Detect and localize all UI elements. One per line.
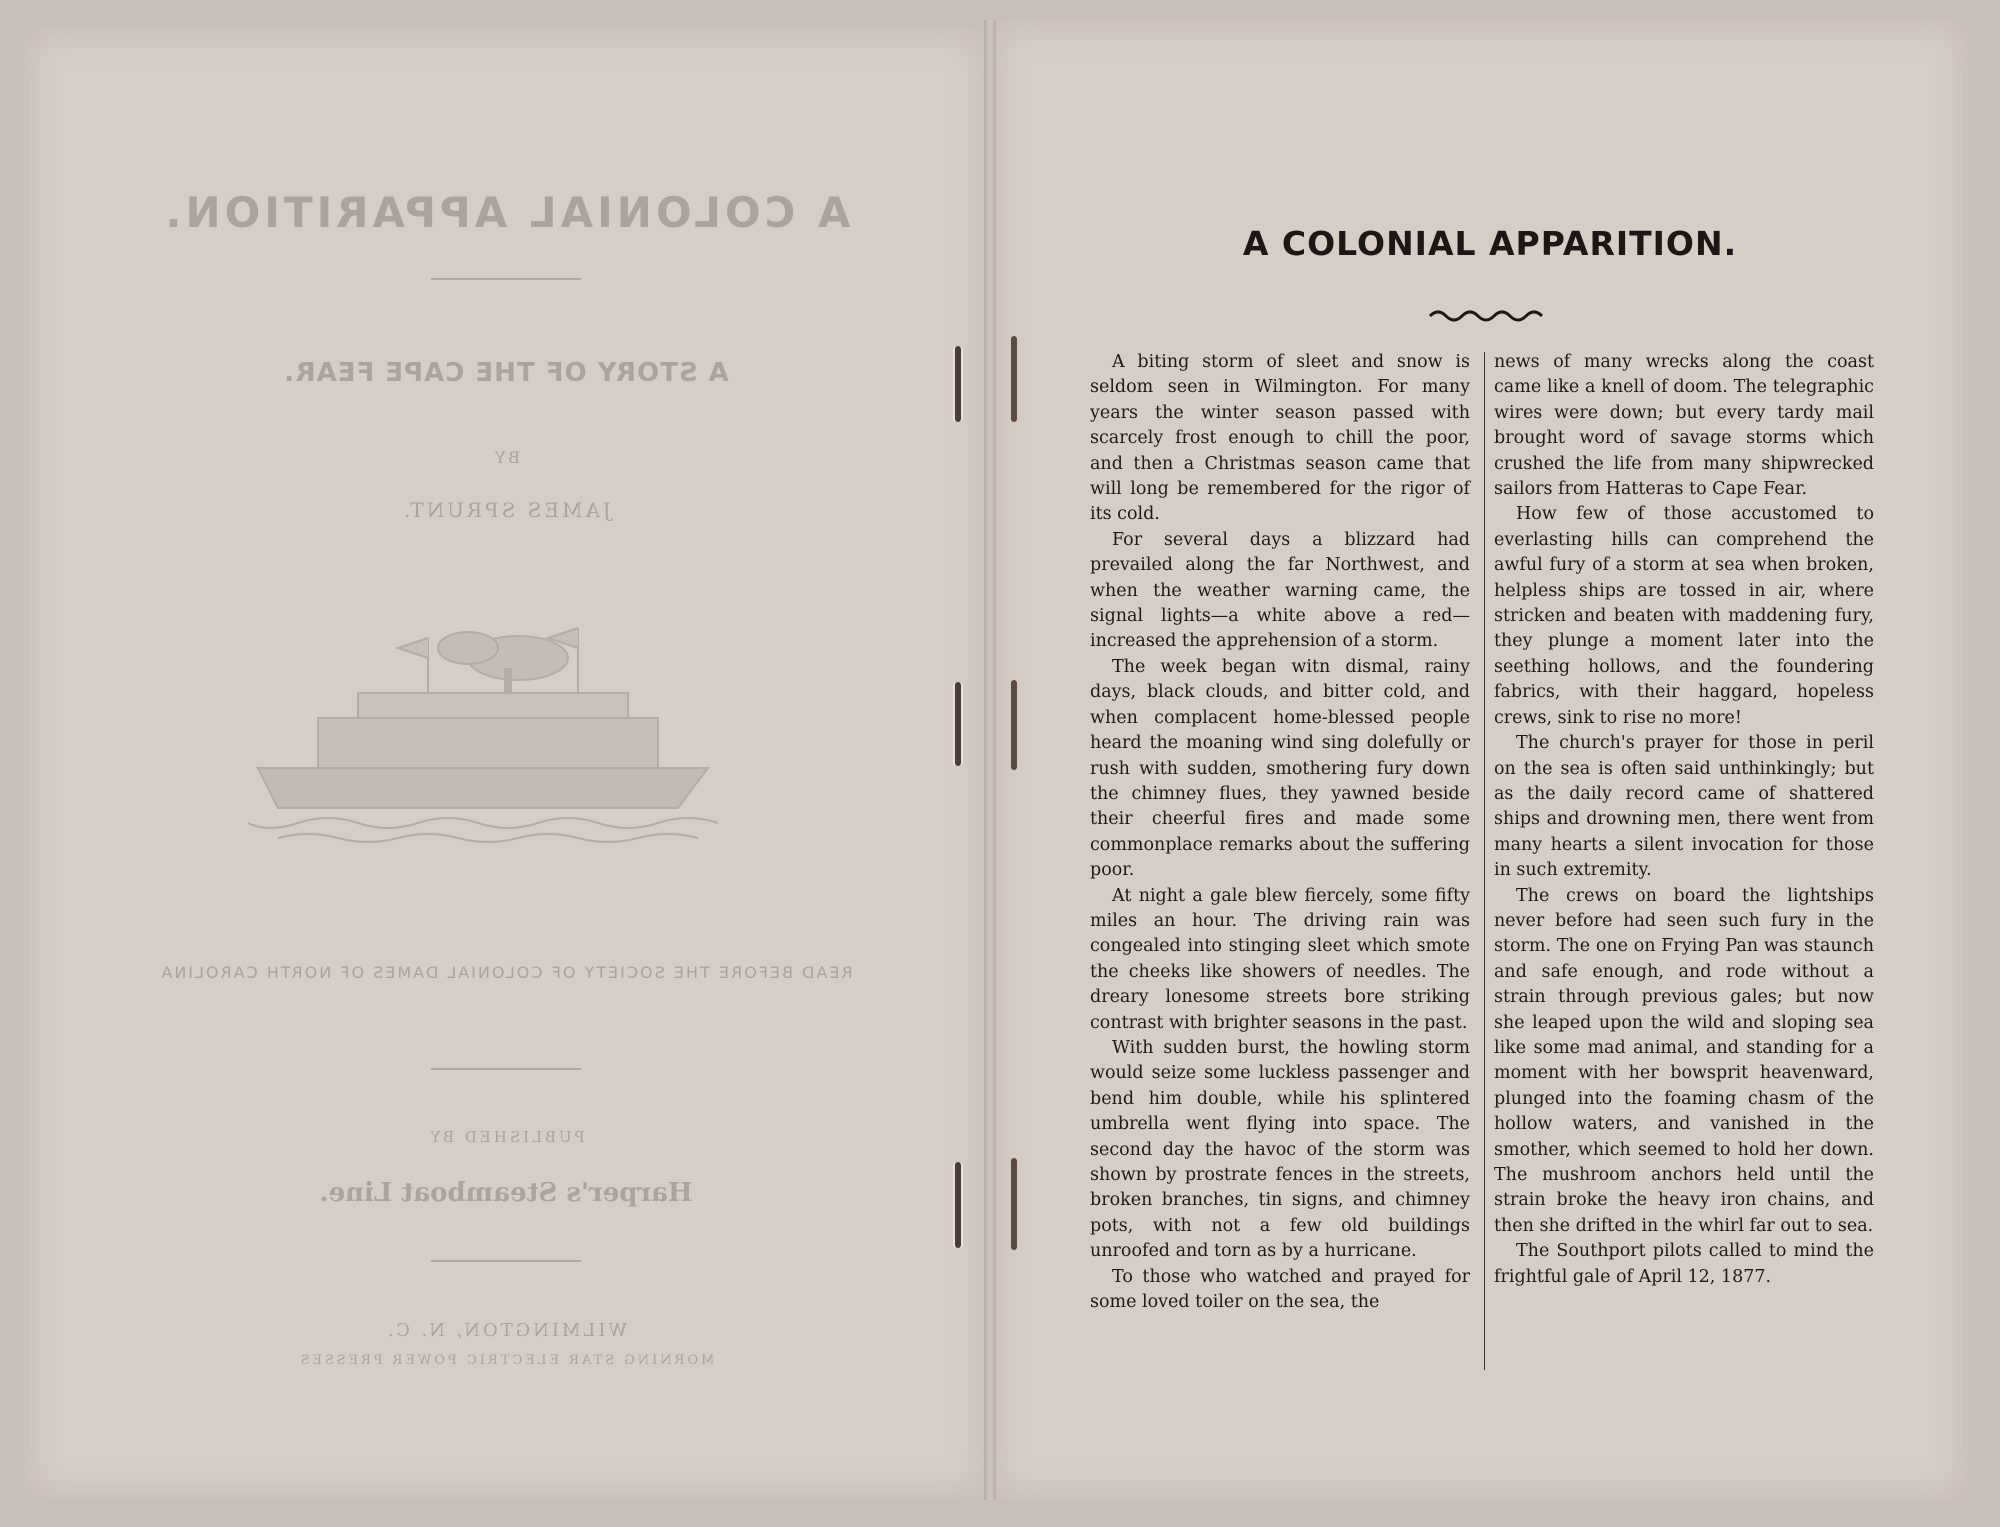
paragraph: The week began witn dismal, rainy days, black clouds, and bitter cold, and when complacent home-blessed people heard the moaning wind sing dolefully or rush with sudden, smothering fury down the chimney flues, they yawned beside their cheerful fires and made some commonplace remarks about the suffering poor. — [1090, 656, 1470, 881]
bleed-published-by: PUBLISHED BY — [427, 1128, 585, 1146]
staple-top — [1011, 336, 1017, 422]
article-column-right — [1494, 350, 1874, 1290]
paragraph: A biting storm of sleet and snow is seldom seen in Wilmington. For many years the winter season passed with scarcely frost enough to chill the poor, and then a Christmas season came that will long be remembered for the rigor of its cold. — [1090, 352, 1470, 525]
paragraph: The crews on board the lightships never before had seen such fury in the storm. The one on Frying Pan was staunch and safe enough, and rode without a strain through previous gales; but now she leaped upon the wild and sloping sea like some mad animal, and standing for a moment with her bowsprit heavenward, plunged into the foaming chasm of the hollow waters, and vanished in the smother, which seemed to hold her down. The mushroom anchors held until the strain broke the heavy iron chains, and then she drifted in the whirl far out to sea. — [1494, 885, 1874, 1236]
bleed-author: JAMES SPRUNT. — [401, 498, 611, 522]
bleed-rule-3 — [431, 1260, 581, 1262]
title-ornament-icon — [1428, 306, 1548, 322]
bleed-rule-2 — [431, 1068, 581, 1070]
bleed-read-before: READ BEFORE THE SOCIETY OF COLONIAL DAMES OF NORTH CAROLINA — [159, 963, 853, 982]
paragraph: For several days a blizzard had prevailed along the far Northwest, and when the weather warning came, the signal lights—a white above a red—increased the apprehension of a storm. — [1090, 529, 1470, 652]
article-title: A COLONIAL APPARITION. — [1242, 224, 1738, 263]
paragraph: How few of those accustomed to everlasting hills can comprehend the awful fury of a storm at sea when broken, helpless ships are tossed in air, where stricken and beaten with maddening fury, they plunge a moment later into the seething hollows, and the foundering fabrics, with their haggard, hopeless crews, sink to rise no more! — [1494, 504, 1874, 728]
bleed-printer: MORNING STAR ELECTRIC POWER PRESSES — [297, 1353, 715, 1368]
paragraph: To those who watched and prayed for some loved toiler on the sea, the — [1090, 1266, 1470, 1313]
paragraph-continuation: news of many wrecks along the coast came like a knell of doom. The telegraphic wires were down; but every tardy mail brought word of savage storms which crushed the life from many shipwrecked sailors from Hatteras to Cape Fear. — [1494, 352, 1874, 500]
cover-bleedthrough — [24, 28, 988, 1498]
bleed-subtitle: A STORY OF THE CAPE FEAR. — [283, 358, 729, 388]
staple-middle — [1011, 680, 1017, 770]
column-divider — [1484, 352, 1485, 1370]
paragraph: The Southport pilots called to mind the frightful gale of April 12, 1877. — [1494, 1241, 1874, 1287]
steamboat-illustration — [248, 618, 718, 848]
staple-bottom — [1011, 1158, 1017, 1250]
bleed-publisher: Harper's Steamboat Line. — [319, 1178, 693, 1208]
bleed-by: BY — [491, 448, 521, 467]
paragraph: With sudden burst, the howling storm would seize some luckless passenger and bend him double, while his splintered umbrella went flying into space. The second day the havoc of the storm was shown by prostrate fences in the streets, broken branches, tin signs, and chimney pots, with not a few old buildings unroofed and torn as by a hurricane. — [1090, 1037, 1470, 1262]
article-column-left — [1090, 350, 1470, 1315]
bleed-title: A COLONIAL APPARITION. — [161, 188, 851, 237]
bleed-rule-1 — [431, 278, 581, 280]
paragraph: At night a gale blew fiercely, some fifty miles an hour. The driving rain was congealed into stinging sleet which smote the cheeks like showers of needles. The dreary lonesome streets bore striking contrast with brighter seasons in the past. — [1090, 885, 1470, 1033]
bleed-city: WILMINGTON, N. C. — [385, 1320, 627, 1341]
paragraph: The church's prayer for those in peril on the sea is often said unthinkingly; but as the daily record came of shattered ships and drowning men, there went from many hearts a silent invocation for those in such extremity. — [1494, 733, 1874, 881]
